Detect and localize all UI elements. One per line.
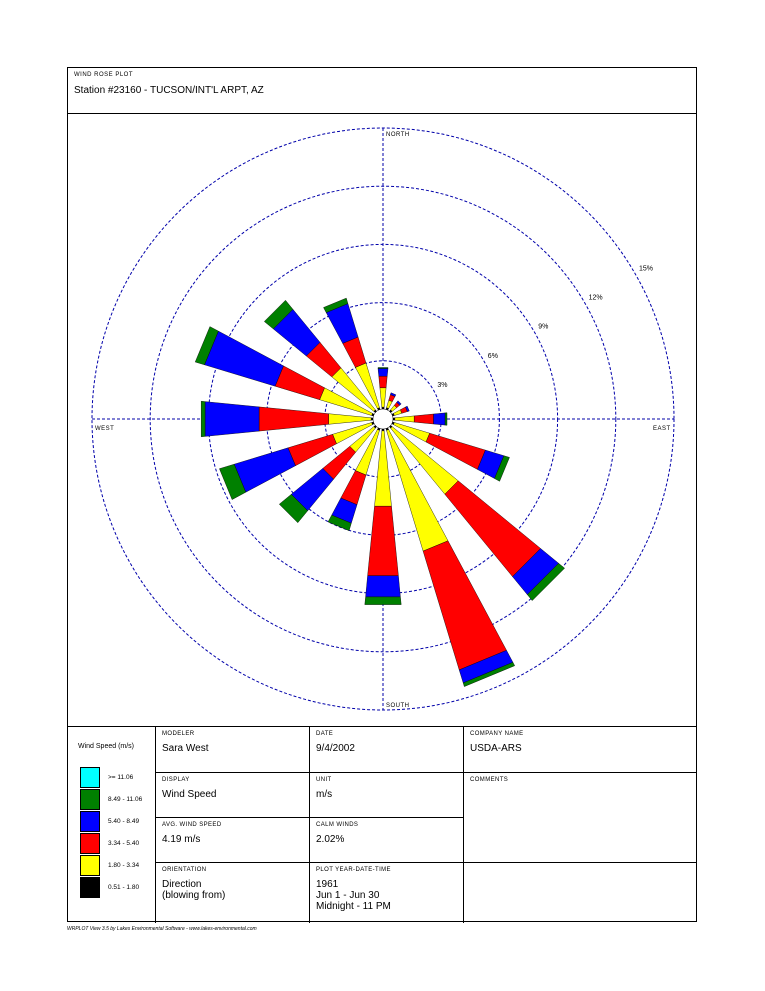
legend-swatch [80, 767, 100, 788]
petal-w-4 [201, 401, 205, 437]
petal-s-4 [365, 597, 401, 605]
company-cell [464, 727, 696, 772]
petal-e-4 [445, 413, 447, 426]
petal-e-1 [395, 416, 414, 422]
petal-n-1 [380, 388, 386, 407]
petal-e-3 [434, 413, 446, 425]
legend-label: 5.40 - 8.49 [108, 818, 140, 825]
display-cell [156, 773, 309, 817]
period-cell [310, 863, 463, 923]
legend-swatch [80, 789, 100, 810]
petal-w-1 [329, 414, 372, 425]
unit-cell [310, 773, 463, 817]
modeler-cell [156, 727, 309, 772]
company-value: USDA-ARS [470, 743, 522, 754]
north-label: NORTH [386, 132, 410, 138]
unit-label: UNIT [316, 777, 332, 783]
company-label: COMPANY NAME [470, 731, 524, 737]
petal-s-2 [368, 506, 399, 576]
petal-sse-2 [423, 541, 506, 670]
west-label: WEST [95, 426, 115, 432]
ring-label: 9% [538, 323, 549, 331]
petal-n-3 [378, 369, 388, 377]
petal-s-3 [366, 576, 401, 597]
comments-label: COMMENTS [470, 777, 509, 783]
avg-speed-label: AVG. WIND SPEED [162, 822, 222, 828]
ring-label: 3% [437, 381, 448, 389]
calm-winds-cell [310, 818, 463, 862]
legend-swatch [80, 833, 100, 854]
plot-type-label: WIND ROSE PLOT [74, 72, 134, 78]
avg-speed-value: 4.19 m/s [162, 834, 201, 845]
period-value: 1961 Jun 1 - Jun 30 Midnight - 11 PM [316, 879, 391, 912]
footer-credit: WRPLOT View 3.5 by Lakes Environmental Software - www.lakes-environmental.com [67, 926, 257, 932]
avg-speed-cell [156, 818, 309, 862]
comments-cell [464, 773, 696, 862]
petal-w-0 [371, 418, 373, 420]
orientation-value: Direction (blowing from) [162, 879, 226, 901]
legend-swatch [80, 811, 100, 832]
date-label: DATE [316, 731, 334, 737]
legend-label: 0.51 - 1.80 [108, 884, 140, 891]
display-value: Wind Speed [162, 789, 217, 800]
legend-label: 8.49 - 11.06 [108, 796, 143, 803]
petal-e-2 [414, 414, 433, 424]
east-label: EAST [653, 426, 671, 432]
legend [68, 727, 155, 923]
petal-w-3 [205, 402, 259, 437]
south-label: SOUTH [386, 703, 410, 709]
calm-winds-value: 2.02% [316, 834, 345, 845]
petal-s-1 [375, 431, 392, 506]
date-value: 9/4/2002 [316, 743, 355, 754]
petal-wnw-2 [275, 366, 325, 400]
petal-wsw-3 [234, 448, 295, 492]
legend-label: 1.80 - 3.34 [108, 862, 140, 869]
legend-label: >= 11.06 [108, 774, 134, 781]
legend-label: 3.34 - 5.40 [108, 840, 140, 847]
calm-winds-label: CALM WINDS [316, 822, 359, 828]
petal-s-0 [382, 429, 384, 431]
petal-w-2 [259, 407, 329, 431]
modeler-label: MODELER [162, 731, 195, 737]
station-title: Station #23160 - TUCSON/INT'L ARPT, AZ [74, 85, 264, 96]
petal-wnw-3 [205, 331, 284, 386]
orientation-label: ORIENTATION [162, 867, 207, 873]
petal-e-0 [393, 418, 395, 420]
wind-rose-area [68, 113, 696, 726]
period-label: PLOT YEAR-DATE-TIME [316, 867, 391, 873]
display-label: DISPLAY [162, 777, 190, 783]
petal-n-2 [379, 376, 387, 388]
ring-label: 6% [487, 352, 498, 360]
plot-frame [67, 67, 697, 922]
date-cell [310, 727, 463, 772]
ring-label: 12% [588, 294, 603, 302]
petal-wsw-2 [288, 434, 337, 465]
modeler-value: Sara West [162, 743, 209, 754]
legend-swatch [80, 855, 100, 876]
unit-value: m/s [316, 789, 333, 800]
orientation-cell [156, 863, 309, 923]
legend-swatch [80, 877, 100, 898]
ring-label: 15% [639, 265, 654, 273]
petal-n-0 [382, 407, 384, 409]
calm-circle [373, 409, 393, 429]
info-panel [68, 726, 696, 923]
legend-title: Wind Speed (m/s) [78, 743, 135, 750]
petal-n-4 [378, 368, 388, 369]
